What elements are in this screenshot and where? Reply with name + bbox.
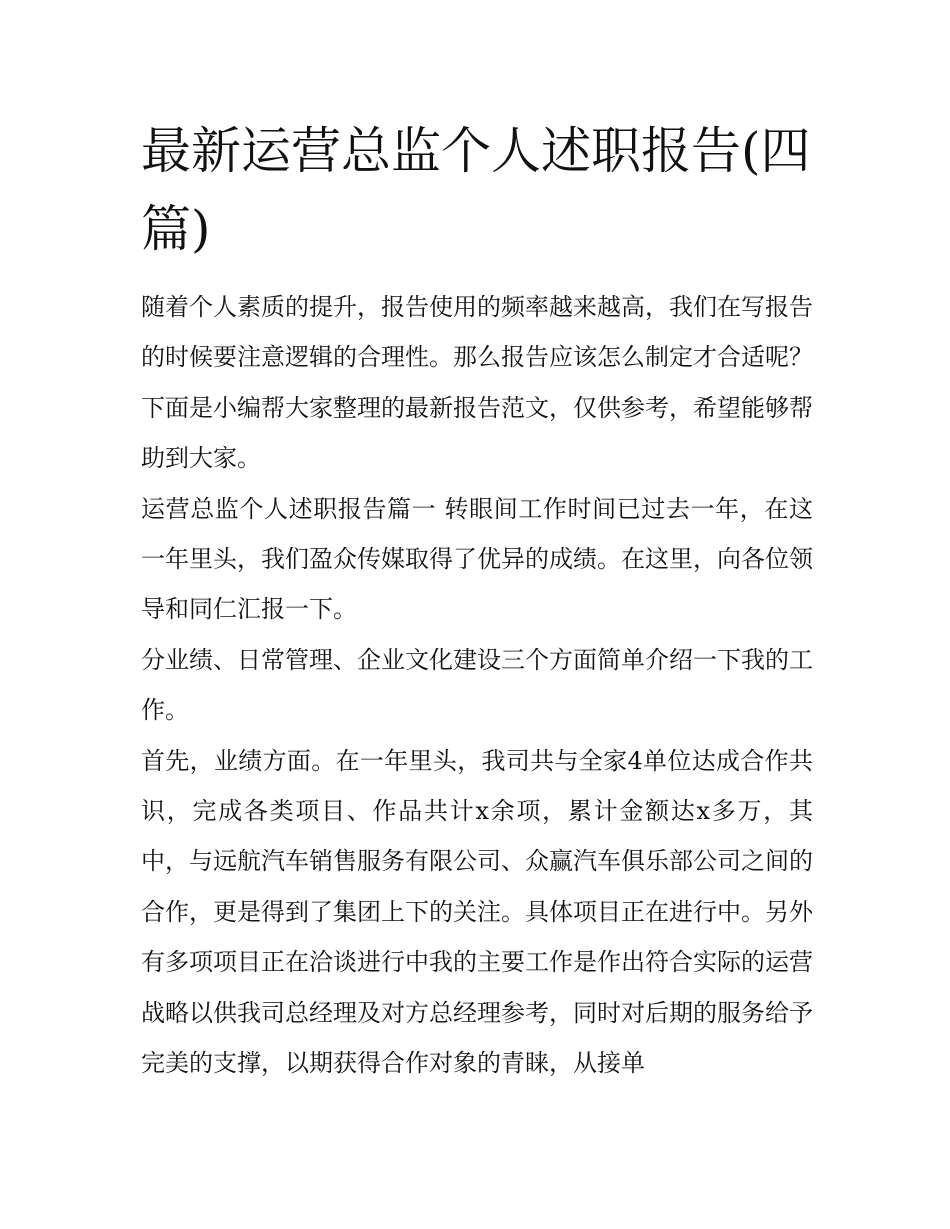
paragraph-report-opening: 运营总监个人述职报告篇一 转眼间工作时间已过去一年，在这一年里头，我们盈众传媒取得了优异的成绩。在这里，向各位领导和同仁汇报一下。 [141,494,813,624]
document-body [141,112,813,1089]
document-title: 最新运营总监个人述职报告(四篇) [141,122,811,258]
paragraph-intro: 随着个人素质的提升，报告使用的频率越来越高，我们在写报告的时候要注意逻辑的合理性。那么报告应该怎么制定才合适呢？下面是小编帮大家整理的最新报告范文，仅供参考，希望能够帮助到大家。 [141,293,813,473]
paragraph-performance: 首先，业绩方面。在一年里头，我司共与全家4单位达成合作共识，完成各类项目、作品共计x余项，累计金额达x多万，其中，与远航汽车销售服务有限公司、众赢汽车俱乐部公司之间的合作，更是得到了集团上下的关注。具体项目正在进行中。另外有多项项目正在洽谈进行中我的主要工作是作出符合实际的运营战略以供我司总经理及对方总经理参考，同时对后期的服务给予完美的支撑，以期获得合作对象的青睐，从接单 [141,746,813,1078]
paragraph-work-overview: 分业绩、日常管理、企业文化建设三个方面简单介绍一下我的工作。 [141,645,813,725]
